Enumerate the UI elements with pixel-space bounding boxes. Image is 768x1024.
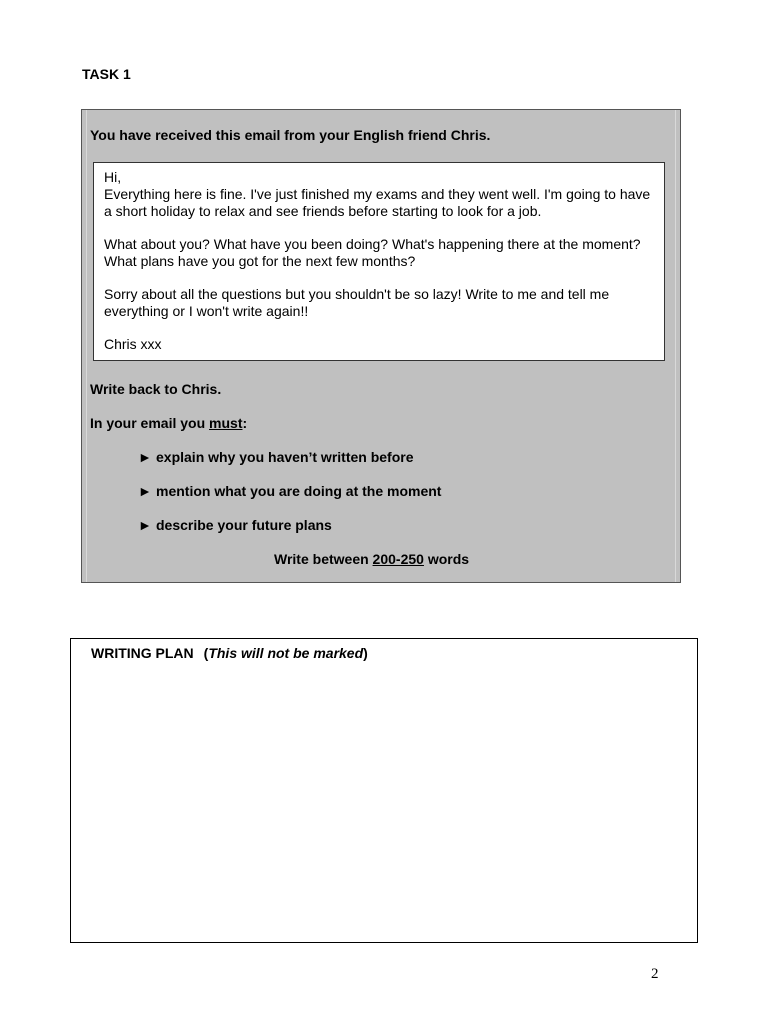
word-count-prefix: Write between xyxy=(274,551,373,567)
requirement-item xyxy=(138,449,441,483)
word-count-range: 200-250 xyxy=(372,551,424,567)
task-intro: You have received this email from your English friend Chris. xyxy=(90,127,491,143)
email-box xyxy=(93,162,665,361)
email-paragraph-1: Everything here is fine. I've just finished my exams and they went well. I'm going to have a short holiday to relax and see friends before starting to look for a job. xyxy=(104,186,651,219)
writing-plan-box[interactable] xyxy=(70,638,698,943)
requirement-item xyxy=(138,483,441,517)
bullet-arrow-icon: ► xyxy=(138,483,152,499)
requirement-text: explain why you haven’t written before xyxy=(156,449,414,465)
email-paragraph-3: Sorry about all the questions but you shouldn't be so lazy! Write to me and tell me everything or I won't write again!! xyxy=(104,286,610,319)
bullet-arrow-icon: ► xyxy=(138,517,152,533)
task-box xyxy=(81,109,681,583)
requirement-text: mention what you are doing at the moment xyxy=(156,483,442,499)
write-back-instruction: Write back to Chris. xyxy=(90,381,222,397)
requirement-text: describe your future plans xyxy=(156,517,332,533)
task-title: TASK 1 xyxy=(82,66,131,82)
word-count-suffix: words xyxy=(423,551,470,567)
plan-note: (This will not be marked) xyxy=(203,645,368,661)
word-count-instruction xyxy=(274,551,469,567)
plan-heading: WRITING PLAN xyxy=(91,645,194,661)
must-word: must xyxy=(209,415,243,431)
email-signoff: Chris xxx xyxy=(104,336,162,352)
requirement-list xyxy=(138,449,441,551)
bullet-arrow-icon: ► xyxy=(138,449,152,465)
page-number: 2 xyxy=(651,966,659,982)
email-greeting: Hi, xyxy=(104,169,122,185)
requirement-item xyxy=(138,517,441,551)
must-suffix: : xyxy=(242,415,248,431)
email-paragraph-2: What about you? What have you been doing? What's happening there at the moment? What plans have you got for the next few months? xyxy=(104,236,641,269)
must-instruction xyxy=(90,415,247,431)
must-prefix: In your email you xyxy=(90,415,210,431)
writing-plan-title xyxy=(91,645,368,661)
